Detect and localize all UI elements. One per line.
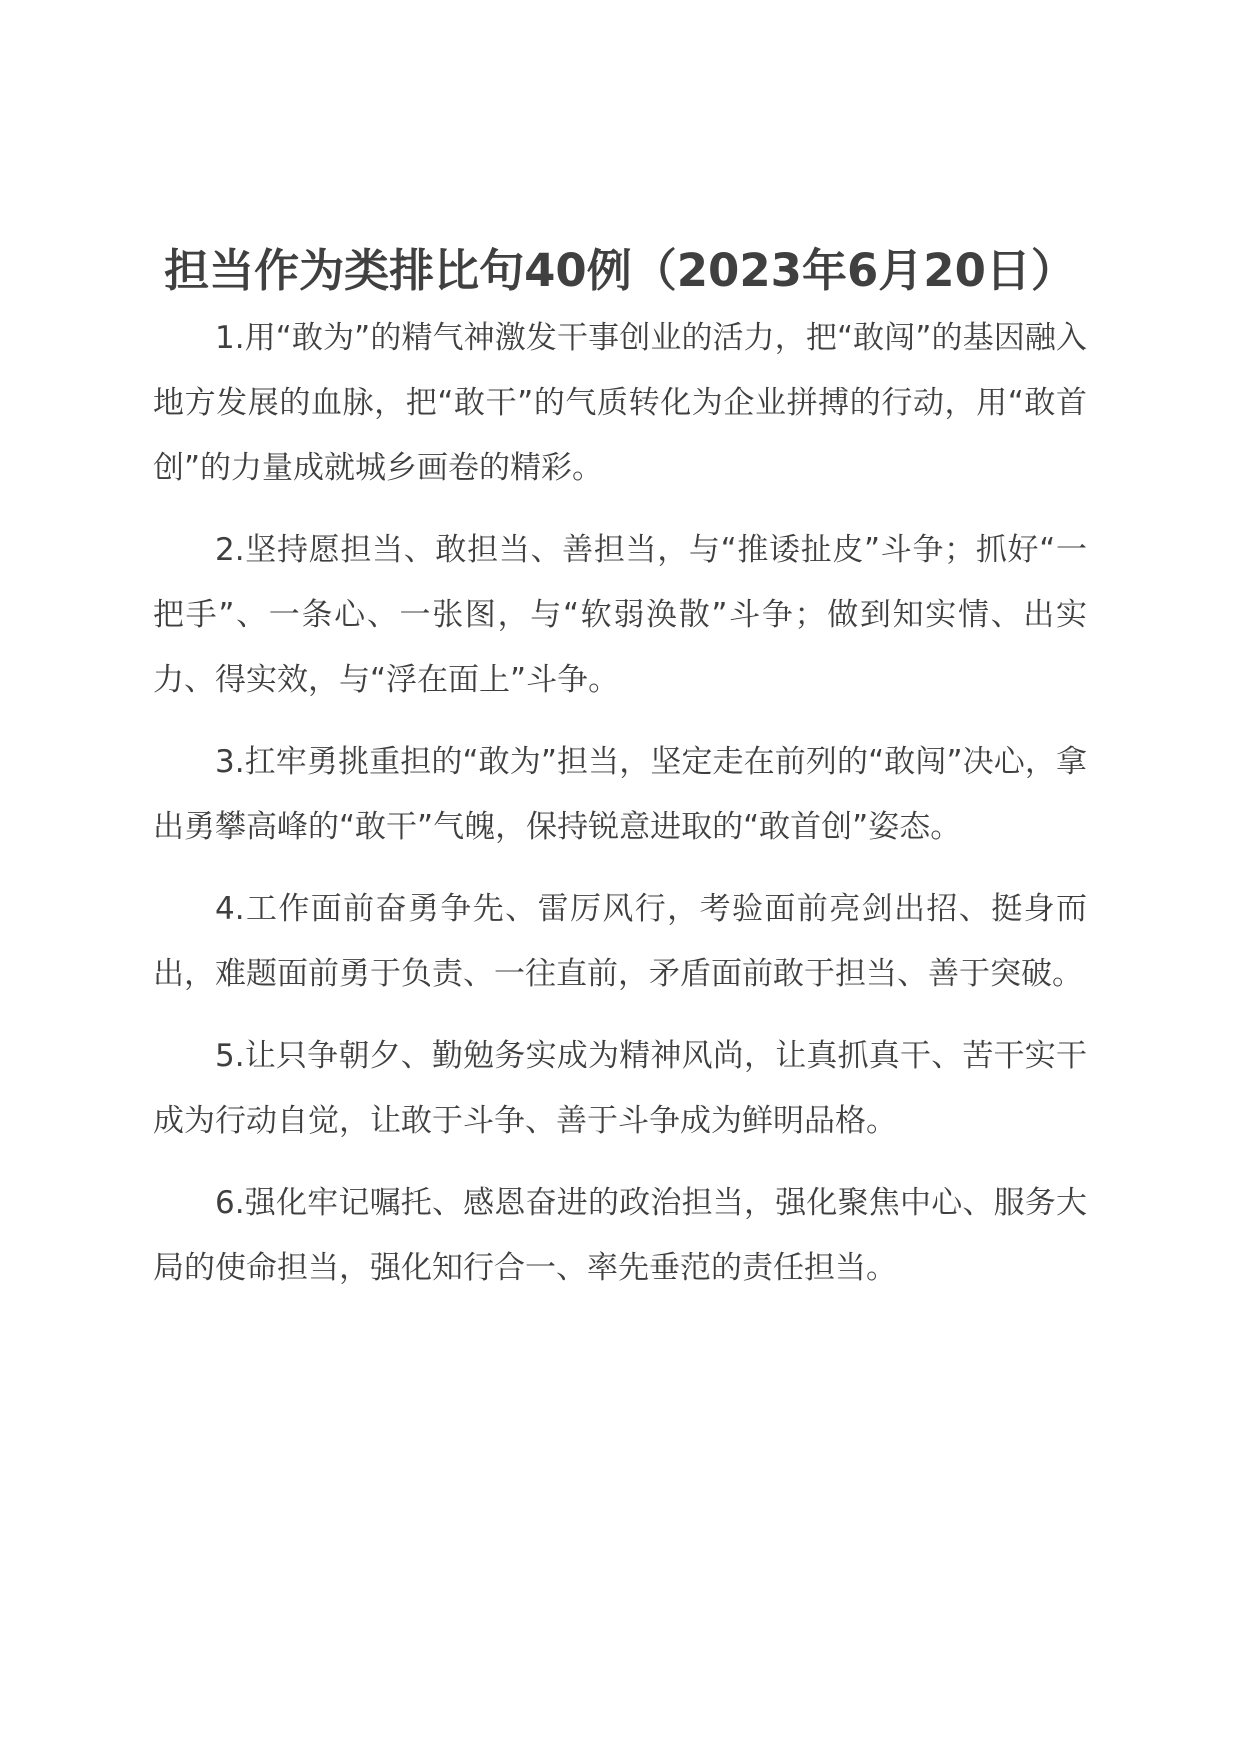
paragraph-2: 2.坚持愿担当、敢担当、善担当，与“推诿扯皮”斗争；抓好“一把手”、一条心、一张图，与“软弱涣散”斗争；做到知实情、出实力、得实效，与“浮在面上”斗争。 <box>153 532 1087 698</box>
paragraph-6: 6.强化牢记嘱托、感恩奋进的政治担当，强化聚焦中心、服务大局的使命担当，强化知行合一、率先垂范的责任担当。 <box>153 1185 1087 1286</box>
document-page <box>153 238 1087 1318</box>
paragraph-3: 3.扛牢勇挑重担的“敢为”担当，坚定走在前列的“敢闯”决心，拿出勇攀高峰的“敢干”气魄，保持锐意进取的“敢首创”姿态。 <box>153 744 1087 845</box>
paragraph-5: 5.让只争朝夕、勤勉务实成为精神风尚，让真抓真干、苦干实干成为行动自觉，让敢于斗争、善于斗争成为鲜明品格。 <box>153 1038 1087 1139</box>
paragraph-1: 1.用“敢为”的精气神激发干事创业的活力，把“敢闯”的基因融入地方发展的血脉，把“敢干”的气质转化为企业拼搏的行动，用“敢首创”的力量成就城乡画卷的精彩。 <box>153 320 1087 486</box>
paragraph-4: 4.工作面前奋勇争先、雷厉风行，考验面前亮剑出招、挺身而出，难题面前勇于负责、一往直前，矛盾面前敢于担当、善于突破。 <box>153 891 1087 992</box>
document-title: 担当作为类排比句40例（2023年6月20日） <box>164 244 1076 297</box>
